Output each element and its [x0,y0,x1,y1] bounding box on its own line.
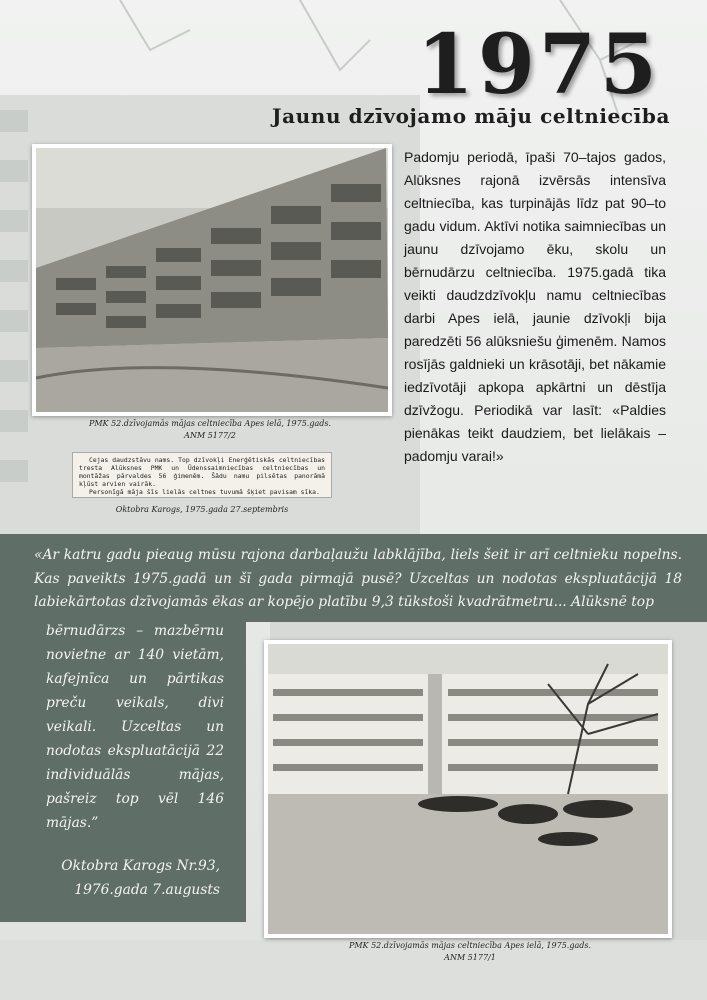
quote-text-part-1: «Ar katru gadu pieaug mūsu rajona darbaļaužu labklājība, liels šeit ir arī celtnieku nopelns. Kas paveikts 1975.gadā un šī gada pirmajā pusē? Uzceltas un nodotas ekspluatācijā 18 labiekārtotas dzīvojamās ēkas ar kopējo platību 9,3 tūkstoši kvadrātmetru... Alūksnē top [34,547,682,610]
intro-paragraph: Padomju periodā, īpaši 70–tajos gados, Alūksnes rajonā izvērsās intensīva celtniecība, kas turpinājās līdz pat 90–to gadu vidum. Aktīvi notika saimniecības un jaunu dzīvojamo ēku, skolu un bērnudārzu celtniecība. 1975.gadā tika veikti daudzdzīvokļu namu celtniecības darbi Apes ielā, jaunie dzīvokļi bija paredzēti 56 alūksniešu ģimenēm. Namos rosījās galdnieki un krāsotāji, bet nākamie iedzīvotāji apkopa apkārtni un dēstīja dzīvžogu. Periodikā var lasīt: «Paldies pienākas teikt daudziem, bet lielākais – padomju varai!» [404,149,666,464]
newspaper-clipping [72,452,332,498]
clipping-caption: Oktobra Karogs, 1975.gada 27.septembris [115,505,289,514]
quote-text-part-2: bērnudārzs – mazbērnu novietne ar 140 vietām, kafejnīca un pārtikas preču veikals, divi veikali. Uzceltas un nodotas ekspluatācijā 22 individuālās mājas, pašreiz top vēl 146 mājas.” [46,623,224,831]
clipping-para-1: Cejas daudzstāvu nams. Top dzīvokļi Enerģētiskās celtniecības tresta Alūksnes PMK un Ūdenssaimniecības celtniecības un montāžas pārvaldes 56 ģimenēm. Šādu namu pilsētas panorāmā kļūst arvien vairāk. [79,456,325,488]
photo-1-caption: PMK 52.dzīvojamās mājas celtniecība Apes ielā, 1975.gads. ANM 5177/2 [88,419,331,440]
building-photo-2 [264,640,672,938]
quote-source: Oktobra Karogs Nr.93, 1976.gada 7.augusts [61,858,220,898]
building-photo-1 [32,144,392,416]
page-subtitle: Jaunu dzīvojamo māju celtniecība [272,104,670,128]
photo-2-caption: PMK 52.dzīvojamās mājas celtniecība Apes ielā, 1975.gads. ANM 5177/1 [348,941,591,962]
clipping-para-2: Personīgā māja šīs lielās celtnes tuvumā šķiet pavisam sīka. [89,488,320,496]
year-title: 1975 [416,17,661,113]
